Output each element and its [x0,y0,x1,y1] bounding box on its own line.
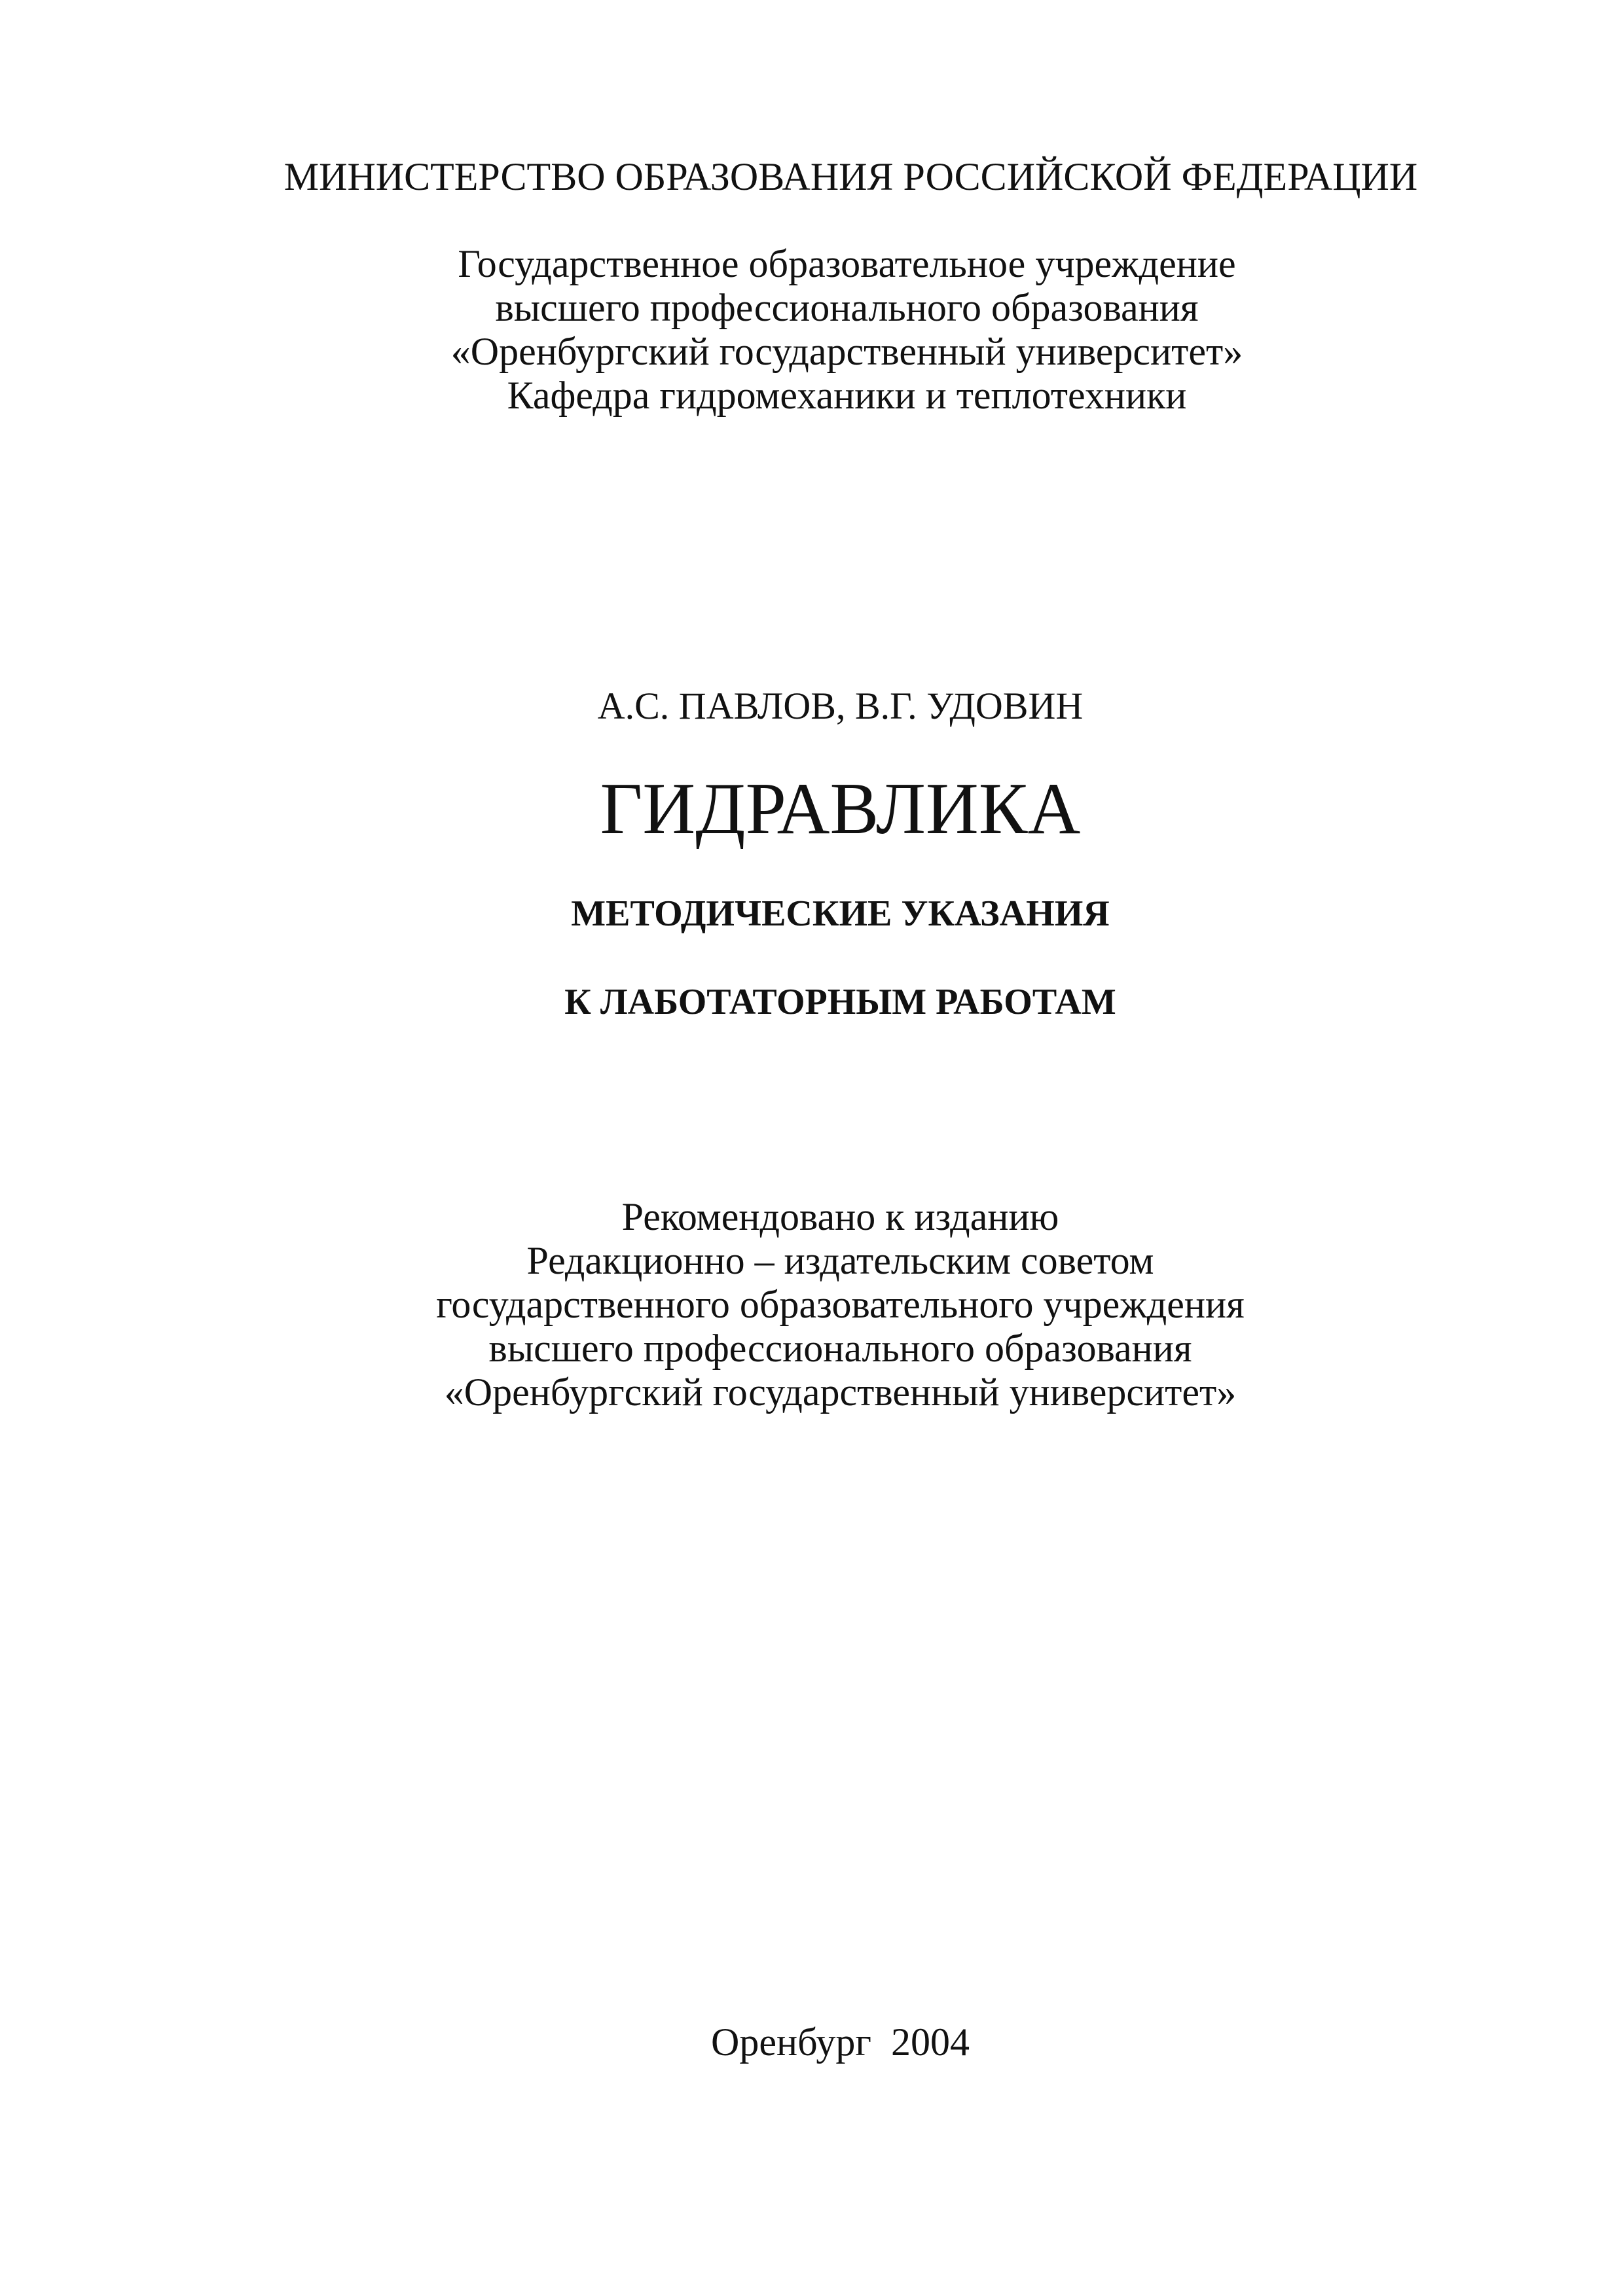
recommendation-line: государственного образовательного учреждения [436,1283,1245,1326]
recommendation-line: «Оренбургский государственный университет» [444,1371,1237,1414]
recommendation-block [29,1195,1623,1414]
document-subtitle-line-2: К ЛАБОТАТОРНЫМ РАБОТАМ [564,982,1116,1022]
institution-block [35,242,1623,418]
institution-line: высшего профессионального образования [495,286,1199,329]
ministry-heading: МИНИСТЕРСТВО ОБРАЗОВАНИЯ РОССИЙСКОЙ ФЕДЕРАЦИИ [283,155,1418,198]
department-line: Кафедра гидромеханики и теплотехники [507,374,1187,417]
document-subtitle-line-1: МЕТОДИЧЕСКИЕ УКАЗАНИЯ [571,893,1110,934]
recommendation-line: Рекомендовано к изданию [621,1195,1059,1238]
recommendation-line: высшего профессионального образования [488,1327,1192,1370]
document-title: ГИДРАВЛИКА [600,768,1081,850]
recommendation-line: Редакционно – издательским советом [526,1239,1154,1282]
authors: А.С. ПАВЛОВ, В.Г. УДОВИН [597,685,1084,727]
institution-line: «Оренбургский государственный университет» [450,330,1243,373]
institution-line: Государственное образовательное учреждение [458,242,1236,285]
imprint-city-year: Оренбург 2004 [711,2020,970,2064]
